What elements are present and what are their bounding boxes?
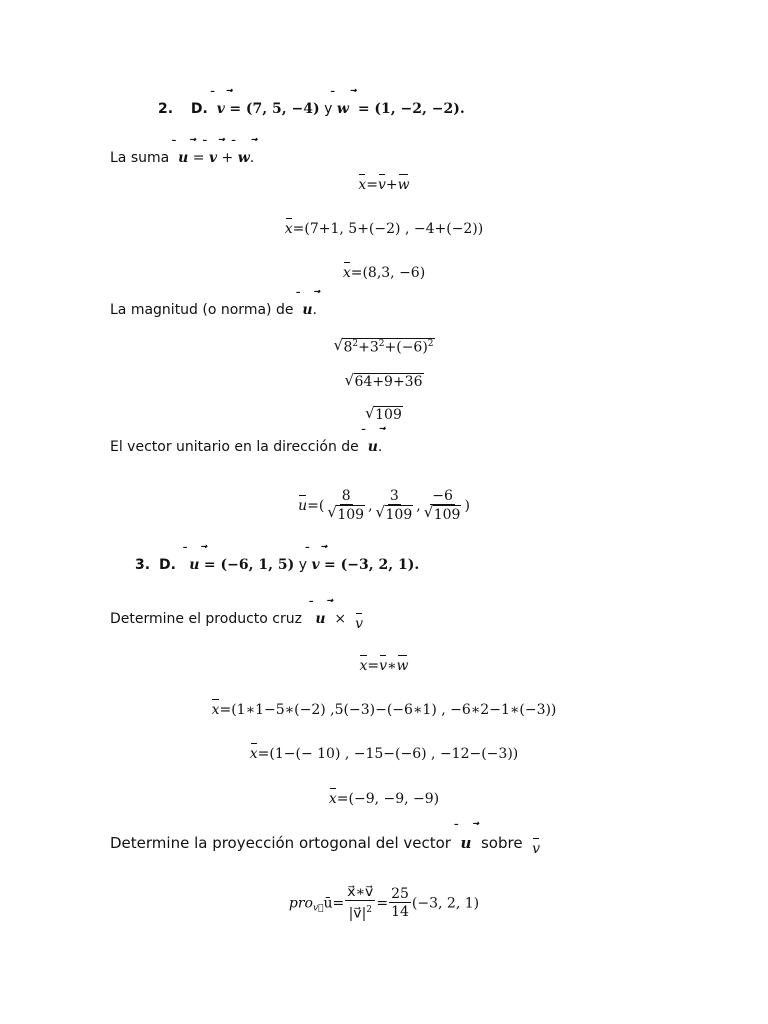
cross-v: v [355, 616, 363, 632]
projection-label: Determine la proyección ortogonal del vector [110, 834, 451, 852]
radical-icon: √ [365, 404, 375, 422]
sum-v: ¯ v ⃗ [209, 150, 217, 166]
unit-lhs: u [298, 498, 308, 514]
fraction-1: 8 √ 109 [327, 488, 365, 523]
unit-end: . [377, 439, 383, 455]
norm-step-2 [0, 373, 768, 390]
equation-x-sum [0, 177, 768, 193]
heading-number: 3. [135, 557, 151, 573]
magnitude-statement [110, 302, 317, 318]
proj-fraction: $\frac{x⃗∗v⃗}{|v⃗|^2}$ [347, 884, 374, 922]
eq2-rest: =(7+1, 5+(−2) , −4+(−2)) [292, 221, 484, 237]
radical-icon: √ [333, 336, 344, 354]
conjunction-y: y [324, 101, 333, 117]
problem-3-heading [135, 557, 419, 573]
equation-x-result [0, 265, 768, 281]
cross-step-2: x=(1∗1−5∗(−2) ,5(−3)−(−6∗1) , −6∗2−1∗(−3)) [211, 702, 557, 718]
magnitude-label: La magnitud (o norma) de [110, 302, 294, 318]
cross-times: × [334, 611, 347, 627]
cross-product-statement [110, 611, 363, 632]
unit-vector-statement [110, 439, 382, 455]
vector-v-value: = (−3, 2, 1). [324, 557, 420, 573]
cross-step-1: x=v∗w [359, 658, 409, 674]
projection-u: ¯ u ⃗ [461, 834, 472, 852]
proj-lhs: pro [288, 895, 313, 912]
vector-w-value: = (1, −2, −2). [357, 101, 465, 117]
fraction-2: 3 √ 109 [375, 488, 413, 523]
vector-u: ¯ u ⃗ [189, 557, 199, 573]
norm-step-1 [0, 338, 768, 356]
proj-scalar: $\frac{25}{14}$ [391, 885, 409, 920]
unit-vector-equation: u=( 8 √ 109 , 3 √ 109 , −6 √ 109 ) [298, 488, 470, 523]
sum-plus: + [221, 150, 234, 166]
radical-icon: √ [344, 371, 355, 389]
eq1-v: v [378, 177, 386, 193]
sqrt-3: √ 109 [365, 404, 402, 423]
heading-letter: D. [158, 557, 176, 573]
heading-letter: D. [190, 101, 208, 117]
vector-v: ¯ v ⃗ [311, 557, 319, 573]
magnitude-u: ¯ u ⃗ [302, 302, 312, 318]
eq1-x: x [358, 177, 367, 193]
eq1-w: w [397, 177, 410, 193]
projection-mid: sobre [480, 834, 523, 852]
unit-u: ¯ u ⃗ [368, 439, 378, 455]
eq1-plus: + [385, 177, 398, 193]
sqrt-2: √ 64+9+36 [344, 371, 423, 390]
unit-eq: =( [307, 498, 325, 514]
sqrt-1: √ $8^2+3^2+(-6)^2$ [333, 336, 434, 356]
cross-step-3: x=(1−(− 10) , −15−(−6) , −12−(−3)) [249, 746, 519, 762]
eq2-x: x [284, 221, 293, 237]
sum-label: La suma [110, 150, 170, 166]
unit-label: El vector unitario en la dirección de [110, 439, 359, 455]
vector-u-value: = (−6, 1, 5) [203, 557, 295, 573]
heading-number: 2. [158, 101, 174, 117]
conjunction-y: y [298, 557, 307, 573]
sum-w: ¯ w ⃗ [238, 150, 250, 166]
norm-step-3 [0, 406, 768, 423]
sum-eq: = [192, 150, 205, 166]
sum-end: . [249, 150, 255, 166]
fraction-3: −6 √ 109 [423, 488, 461, 523]
cross-u: ¯ u ⃗ [315, 611, 325, 627]
projection-formula: pro$_{v⃗}$ū= $\frac{x⃗∗v⃗}{|v⃗|^2}$ = $\frac{25}{14}$ (−3, 2, 1) [288, 884, 480, 922]
projection-v: v [532, 841, 541, 857]
problem-2-heading [158, 101, 465, 117]
vector-w: ¯ w ⃗ [337, 101, 349, 117]
projection-statement [110, 834, 541, 857]
eq3-x: x [342, 265, 351, 281]
cross-label: Determine el producto cruz [110, 611, 302, 627]
cross-step-4: x=(−9, −9, −9) [328, 791, 440, 807]
eq3-rest: =(8,3, −6) [350, 265, 426, 281]
sum-u: ¯ u ⃗ [178, 150, 188, 166]
vector-v: ¯ v ⃗ [217, 101, 225, 117]
equation-x-expanded [0, 221, 768, 237]
magnitude-end: . [312, 302, 317, 318]
sum-statement [110, 150, 254, 166]
eq1-eq: = [366, 177, 378, 193]
vector-v-value: = (7, 5, −4) [229, 101, 320, 117]
